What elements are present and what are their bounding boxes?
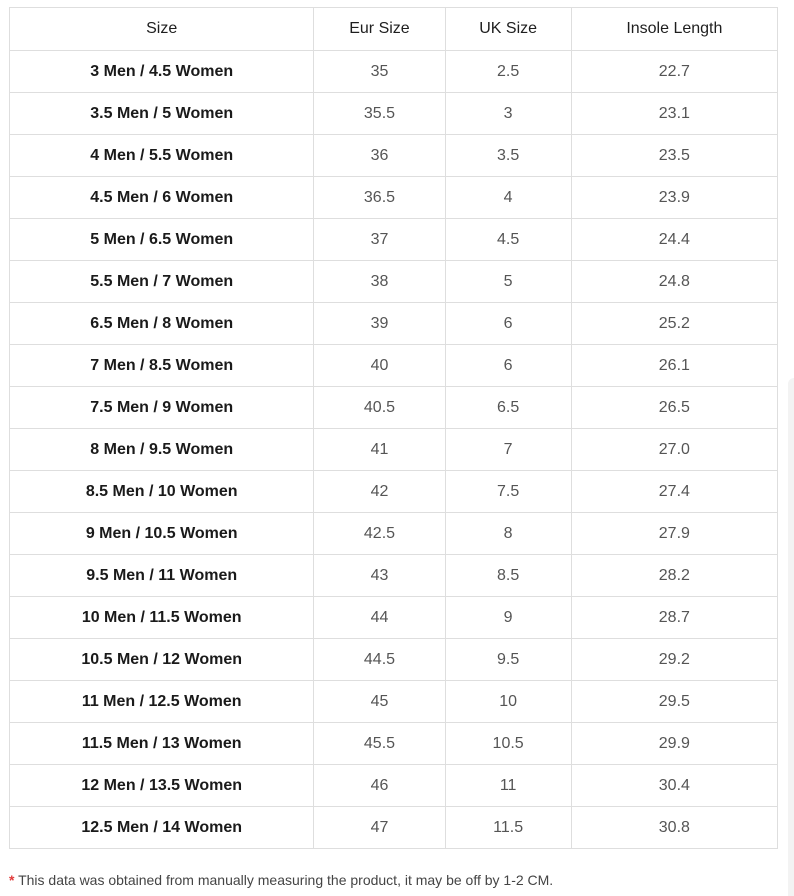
- table-row: [10, 597, 778, 639]
- eur-size-cell: 47: [314, 807, 445, 849]
- table-row: [10, 261, 778, 303]
- size-cell: 5.5 Men / 7 Women: [10, 261, 314, 303]
- insole-length-cell: 23.9: [571, 177, 777, 219]
- table-row: [10, 681, 778, 723]
- measurement-footnote: [9, 872, 553, 888]
- size-cell: 7 Men / 8.5 Women: [10, 345, 314, 387]
- eur-size-cell: 42.5: [314, 513, 445, 555]
- uk-size-cell: 7.5: [445, 471, 571, 513]
- uk-size-cell: 6: [445, 345, 571, 387]
- insole-length-cell: 30.8: [571, 807, 777, 849]
- header-eur-size: Eur Size: [314, 8, 445, 51]
- uk-size-cell: 8: [445, 513, 571, 555]
- table-row: [10, 93, 778, 135]
- uk-size-cell: 11: [445, 765, 571, 807]
- size-cell: 8.5 Men / 10 Women: [10, 471, 314, 513]
- table-row: [10, 471, 778, 513]
- table-row: [10, 723, 778, 765]
- size-cell: 5 Men / 6.5 Women: [10, 219, 314, 261]
- table-header-row: [10, 8, 778, 51]
- uk-size-cell: 5: [445, 261, 571, 303]
- table-row: [10, 807, 778, 849]
- eur-size-cell: 44.5: [314, 639, 445, 681]
- eur-size-cell: 46: [314, 765, 445, 807]
- uk-size-cell: 11.5: [445, 807, 571, 849]
- eur-size-cell: 40: [314, 345, 445, 387]
- header-uk-size: UK Size: [445, 8, 571, 51]
- uk-size-cell: 2.5: [445, 51, 571, 93]
- table-row: [10, 555, 778, 597]
- table-row: [10, 345, 778, 387]
- scrollbar-track[interactable]: [788, 378, 794, 896]
- insole-length-cell: 23.1: [571, 93, 777, 135]
- size-cell: 6.5 Men / 8 Women: [10, 303, 314, 345]
- table-row: [10, 429, 778, 471]
- uk-size-cell: 3: [445, 93, 571, 135]
- size-cell: 3.5 Men / 5 Women: [10, 93, 314, 135]
- insole-length-cell: 24.4: [571, 219, 777, 261]
- eur-size-cell: 35.5: [314, 93, 445, 135]
- insole-length-cell: 27.4: [571, 471, 777, 513]
- size-cell: 7.5 Men / 9 Women: [10, 387, 314, 429]
- eur-size-cell: 43: [314, 555, 445, 597]
- size-cell: 9.5 Men / 11 Women: [10, 555, 314, 597]
- table-row: [10, 177, 778, 219]
- insole-length-cell: 27.9: [571, 513, 777, 555]
- eur-size-cell: 45: [314, 681, 445, 723]
- table-row: [10, 303, 778, 345]
- table-row: [10, 513, 778, 555]
- size-cell: 4 Men / 5.5 Women: [10, 135, 314, 177]
- table-row: [10, 219, 778, 261]
- size-cell: 12 Men / 13.5 Women: [10, 765, 314, 807]
- eur-size-cell: 39: [314, 303, 445, 345]
- table-row: [10, 51, 778, 93]
- eur-size-cell: 36: [314, 135, 445, 177]
- uk-size-cell: 4: [445, 177, 571, 219]
- header-size: Size: [10, 8, 314, 51]
- uk-size-cell: 9: [445, 597, 571, 639]
- eur-size-cell: 35: [314, 51, 445, 93]
- size-cell: 11 Men / 12.5 Women: [10, 681, 314, 723]
- insole-length-cell: 28.7: [571, 597, 777, 639]
- table-row: [10, 765, 778, 807]
- table-row: [10, 135, 778, 177]
- eur-size-cell: 38: [314, 261, 445, 303]
- eur-size-cell: 41: [314, 429, 445, 471]
- insole-length-cell: 24.8: [571, 261, 777, 303]
- uk-size-cell: 10.5: [445, 723, 571, 765]
- eur-size-cell: 45.5: [314, 723, 445, 765]
- size-cell: 4.5 Men / 6 Women: [10, 177, 314, 219]
- insole-length-cell: 27.0: [571, 429, 777, 471]
- insole-length-cell: 26.5: [571, 387, 777, 429]
- eur-size-cell: 37: [314, 219, 445, 261]
- header-insole-length: Insole Length: [571, 8, 777, 51]
- insole-length-cell: 28.2: [571, 555, 777, 597]
- insole-length-cell: 23.5: [571, 135, 777, 177]
- size-cell: 12.5 Men / 14 Women: [10, 807, 314, 849]
- eur-size-cell: 36.5: [314, 177, 445, 219]
- uk-size-cell: 6.5: [445, 387, 571, 429]
- insole-length-cell: 29.5: [571, 681, 777, 723]
- size-cell: 3 Men / 4.5 Women: [10, 51, 314, 93]
- uk-size-cell: 9.5: [445, 639, 571, 681]
- uk-size-cell: 6: [445, 303, 571, 345]
- eur-size-cell: 40.5: [314, 387, 445, 429]
- size-cell: 10 Men / 11.5 Women: [10, 597, 314, 639]
- table-row: [10, 639, 778, 681]
- size-cell: 10.5 Men / 12 Women: [10, 639, 314, 681]
- footnote-text: This data was obtained from manually measuring the product, it may be off by 1-2 CM.: [14, 872, 554, 888]
- insole-length-cell: 25.2: [571, 303, 777, 345]
- size-chart-table: [9, 7, 778, 849]
- size-cell: 8 Men / 9.5 Women: [10, 429, 314, 471]
- table-body: [10, 51, 778, 849]
- table-row: [10, 387, 778, 429]
- insole-length-cell: 22.7: [571, 51, 777, 93]
- uk-size-cell: 8.5: [445, 555, 571, 597]
- size-cell: 11.5 Men / 13 Women: [10, 723, 314, 765]
- eur-size-cell: 42: [314, 471, 445, 513]
- footnote-asterisk: *: [9, 872, 15, 888]
- insole-length-cell: 29.2: [571, 639, 777, 681]
- insole-length-cell: 30.4: [571, 765, 777, 807]
- uk-size-cell: 7: [445, 429, 571, 471]
- uk-size-cell: 3.5: [445, 135, 571, 177]
- uk-size-cell: 4.5: [445, 219, 571, 261]
- insole-length-cell: 26.1: [571, 345, 777, 387]
- size-cell: 9 Men / 10.5 Women: [10, 513, 314, 555]
- insole-length-cell: 29.9: [571, 723, 777, 765]
- eur-size-cell: 44: [314, 597, 445, 639]
- uk-size-cell: 10: [445, 681, 571, 723]
